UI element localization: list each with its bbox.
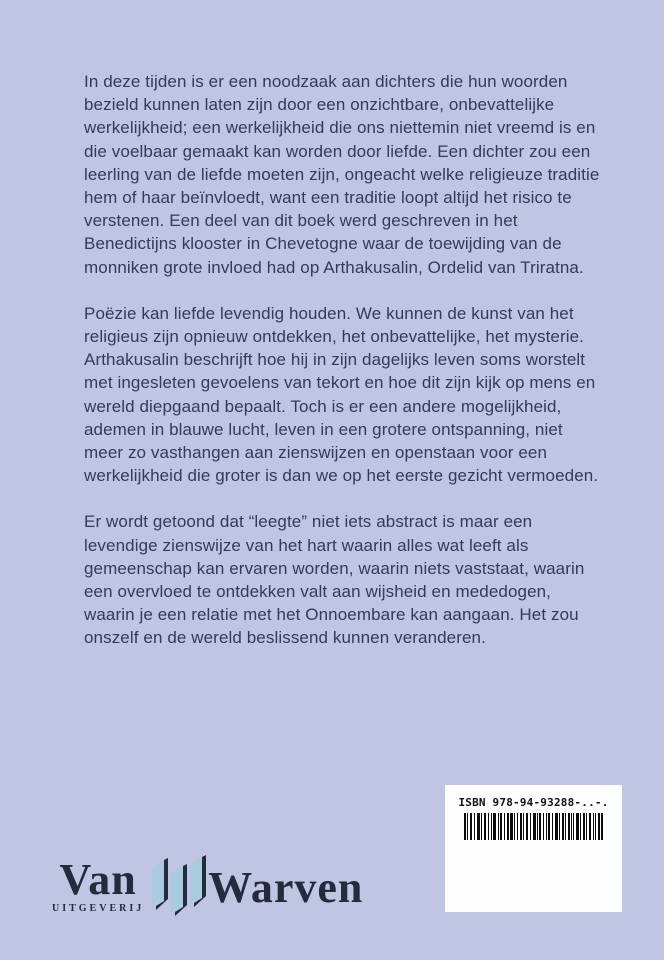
publisher-name-van-block bbox=[52, 855, 145, 914]
publisher-logo bbox=[52, 856, 363, 920]
barcode-icon bbox=[464, 813, 604, 840]
publisher-subtitle: UITGEVERIJ bbox=[52, 903, 145, 914]
blurb-paragraph-1: In deze tijden is er een noodzaak aan dichters die hun woorden bezield kunnen laten zijn door een onzichtbare, onbevattelijke werkelijkheid; een werkelijkheid die ons niettemin niet vreemd is en die voelbaar gemaakt kan worden door liefde. Een dichter zou een leerling van de liefde moeten zijn, ongeacht welke religieuze traditie hem of haar beïnvloedt, want een traditie loopt altijd het risico te verstenen. Een deel van dit boek werd geschreven in het Benedictijns klooster in Chevetogne waar de toewijding van de monniken grote invloed had op Arthakusalin, Ordelid van Triratna. bbox=[84, 72, 600, 277]
publisher-logo-mark-icon bbox=[152, 854, 210, 920]
publisher-name-van: Van bbox=[59, 855, 137, 904]
isbn-text: ISBN 978-94-93288-..-. bbox=[458, 796, 609, 809]
publisher-name-warven: Warven bbox=[208, 863, 364, 912]
blurb-paragraph-2: Poëzie kan liefde levendig houden. We kunnen de kunst van het religieus zijn opnieuw ontdekken, het onbevattelijke, het mysterie. Arthakusalin beschrijft hoe hij in zijn dagelijks leven soms worstelt met ingesleten gevoelens van tekort en hoe dit zijn kijk op mens en wereld diepgaand bepaalt. Toch is er een andere mogelijkheid, ademen in blauwe lucht, leven in een grotere ontspanning, niet meer zo vasthangen aan zienswijzen en openstaan voor een werkelijkheid die groter is dan we op het eerste gezicht vermoeden. bbox=[84, 303, 599, 486]
barcode-label bbox=[445, 785, 622, 912]
blurb-paragraph-3: Er wordt getoond dat “leegte” niet iets abstract is maar een levendige zienswijze van het hart waarin alles wat leeft als gemeenschap kan ervaren worden, waarin niets vaststaat, waarin een overvloed te ontdekken valt aan wijsheid en mededogen, waarin je een relatie met het Onnoembare kan aangaan. Het zou onszelf en de wereld beslissend kunnen veranderen. bbox=[84, 512, 585, 648]
back-cover-blurb bbox=[84, 70, 606, 673]
